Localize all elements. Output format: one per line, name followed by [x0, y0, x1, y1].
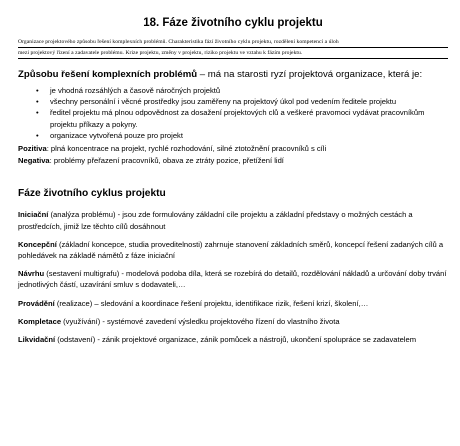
- phase-text: (odstavení) - zánik projektové organizace, zánik pomůcek a nástrojů, ukončení spolupráce se zadavatelem: [55, 335, 417, 345]
- bullet-icon: •: [36, 108, 39, 118]
- list-item-text: všechny personální i věcné prostředky jsou zaměřeny na projektový úkol pod vedením ředitele projektu: [50, 97, 397, 107]
- phase-label: Návrhu: [18, 269, 45, 279]
- page-title: 18. Fáze životního cyklu projektu: [143, 17, 323, 29]
- section1-bullet-list: [18, 85, 448, 141]
- phase-paragraph: [18, 268, 448, 290]
- phase-paragraph: [18, 239, 448, 261]
- list-item: [36, 96, 448, 107]
- phase-paragraph: [18, 209, 448, 231]
- abstract-line-2: mezi projektový řízení a zadavatele problému. Krize projektu, změny v projektu, riziko projektu ve vztahu k fázím projektu.: [18, 49, 448, 59]
- phase-text: (využívání) - systémové zavedení výsledku projektového řízení do vlastního života: [61, 316, 340, 326]
- abstract: [18, 38, 448, 59]
- pozitiva-text: : plná koncentrace na projekt, rychlé rozhodování, silné ztotožnění pracovníků s cíli: [46, 144, 327, 154]
- list-item: [36, 130, 448, 141]
- phase-label: Likvidační: [18, 335, 56, 345]
- phase-text: (sestavení multigrafu) - modelová podoba díla, která se rozebírá do detailů, rozdělování nákladů a určování doby trvání jednotlivých částí, uzavírání smluv s dodavateli,…: [18, 269, 447, 290]
- list-item-text: ředitel projektu má plnou odpovědnost za dosažení projektových clů a veškeré pravomoci vydávat pracovníkům projektu příkazy a pokyny.: [50, 108, 425, 129]
- phase-label: Iniciační: [18, 210, 49, 220]
- list-item: [36, 107, 448, 129]
- phase-text: (základní koncepce, studia proveditelnosti) zahrnuje stanovení základních směrů, koncepcí řešení zadaných cílů a pohledávek na základě námětů z fáze iniciační: [18, 239, 444, 261]
- bullet-icon: •: [36, 86, 39, 95]
- phase-paragraph: [18, 334, 448, 345]
- list-item: [36, 85, 448, 96]
- phase-label: Provádění: [18, 298, 55, 308]
- negativa-text: : problémy přeřazení pracovníků, obava ze ztráty pozice, přetížení lidí: [49, 156, 284, 166]
- abstract-line-1: Organizace projektového způsobu řešení komplexních problémů. Charakteristika fází životního cyklu projektu, rozdělení kompetencí a úloh: [18, 38, 448, 48]
- phase-paragraph: [18, 316, 448, 327]
- negativa-label: Negativa: [18, 156, 50, 166]
- phases-list: [18, 209, 448, 345]
- bullet-icon: •: [36, 97, 39, 107]
- phase-text: (realizace) – sledování a koordinace řešení projektu, identifikace rizik, řešení krizí, školení,…: [54, 298, 369, 308]
- bullet-icon: •: [36, 130, 39, 140]
- pozitiva-paragraph: [18, 143, 448, 154]
- phase-label: Kompletace: [18, 316, 62, 326]
- phase-text: (analýza problému) - jsou zde formulovány základní cíle projektu a základní představy o možných cestách a prostředcích, jimiž lze těchto cílů dosáhnout: [18, 210, 413, 231]
- section2-title: Fáze životního cyklus projektu: [18, 188, 166, 200]
- list-item-text: je vhodná rozsáhlých a časově náročných projektů: [50, 86, 221, 95]
- list-item-text: organizace vytvořená pouze pro projekt: [50, 130, 183, 140]
- section1-title: Způsobu řešení komplexních problémů: [18, 69, 198, 80]
- section1-heading: [18, 68, 448, 81]
- section1-subtitle: – má na starosti ryzí projektová organizace, která je:: [197, 69, 423, 80]
- negativa-paragraph: [18, 155, 448, 166]
- phase-label: Koncepční: [18, 239, 57, 249]
- phase-paragraph: [18, 298, 448, 309]
- pozitiva-label: Pozitiva: [18, 144, 47, 154]
